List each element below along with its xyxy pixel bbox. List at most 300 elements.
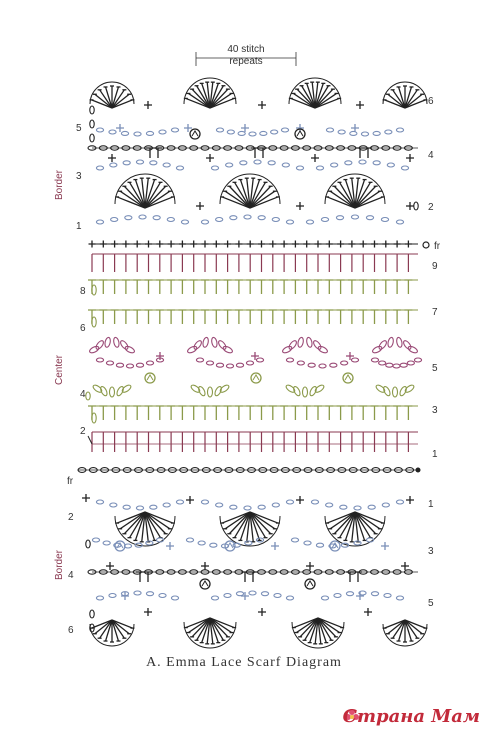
chain-oval-icon <box>326 503 333 507</box>
stitch-plus-icon <box>401 562 409 570</box>
chain-oval-icon <box>288 339 298 350</box>
stitch-t-icon <box>303 406 311 420</box>
chain-oval-icon <box>171 596 178 600</box>
chain-oval-icon <box>96 166 103 170</box>
stitch-t-icon <box>291 280 299 294</box>
stitch-t-icon <box>303 310 311 324</box>
stitch-t-icon <box>348 310 356 324</box>
stitch-t-icon <box>269 280 277 294</box>
chain-oval-icon <box>399 386 408 397</box>
chain-oval-icon <box>401 166 408 170</box>
chain-oval-icon <box>90 120 94 128</box>
stitch-plus-icon <box>315 241 322 248</box>
stitch-t-icon <box>393 406 401 420</box>
chain-oval-icon <box>319 364 326 368</box>
stitch-plus-icon <box>100 241 107 248</box>
stitch-t-icon <box>246 406 254 420</box>
stitch-plus-icon <box>241 592 249 600</box>
chain-oval-icon <box>378 339 388 350</box>
row-fr-bottom: fr <box>67 476 74 487</box>
stitch-t-icon <box>393 280 401 294</box>
chain-oval-icon <box>181 220 188 224</box>
chain-oval-icon <box>176 166 183 170</box>
chain-oval-icon <box>308 363 315 367</box>
chain-oval-icon <box>297 361 304 365</box>
stitch-t-icon <box>371 280 379 294</box>
chain-oval-icon <box>216 363 223 367</box>
stitch-plus-icon <box>360 241 367 248</box>
chain-oval-icon <box>111 218 118 222</box>
chain-oval-icon <box>106 361 113 365</box>
chain-oval-icon <box>321 596 328 600</box>
stitch-t-icon <box>348 406 356 420</box>
chain-oval-icon <box>86 392 90 400</box>
stitch-plus-icon <box>292 241 299 248</box>
chain-oval-icon <box>208 387 213 397</box>
chain-oval-icon <box>249 591 256 595</box>
chain-oval-icon <box>331 163 338 167</box>
chain-oval-icon <box>326 128 333 132</box>
chain-oval-icon <box>314 384 325 394</box>
chain-oval-icon <box>96 358 103 362</box>
stitch-t-icon <box>122 406 130 420</box>
chain-oval-icon <box>163 163 170 167</box>
stitch-plus-icon <box>271 542 279 550</box>
picot-knot-icon <box>192 131 198 136</box>
chain-oval-icon <box>244 215 251 219</box>
chain-oval-icon <box>202 337 209 348</box>
stitch-t-icon <box>190 406 198 420</box>
stitch-plus-icon <box>406 154 414 162</box>
stitch-plus-icon <box>224 241 231 248</box>
chain-oval-icon <box>414 202 418 210</box>
row-num-c-r3: 3 <box>432 405 438 416</box>
chain-oval-icon <box>387 163 394 167</box>
stitch-t-icon <box>111 406 119 420</box>
chain-oval-icon <box>210 543 217 547</box>
stitch-t-icon <box>337 280 345 294</box>
stitch-t-icon <box>145 406 153 420</box>
stitch-plus-icon <box>166 542 174 550</box>
stitch-t-icon <box>111 310 119 324</box>
stitch-plus-icon <box>326 241 333 248</box>
chain-oval-icon <box>99 386 108 397</box>
chain-oval-icon <box>396 337 403 348</box>
stitch-t-icon <box>224 310 232 324</box>
chain-oval-icon <box>361 132 368 136</box>
row-num-tb-l1: 1 <box>76 221 82 232</box>
chain-oval-icon <box>201 220 208 224</box>
chain-oval-icon <box>282 163 289 167</box>
chain-oval-icon <box>198 541 205 545</box>
stitch-plus-icon <box>269 241 276 248</box>
chain-oval-icon <box>226 163 233 167</box>
stitch-t-icon <box>235 406 243 420</box>
chain-oval-icon <box>340 505 347 509</box>
stitch-plus-icon <box>247 241 254 248</box>
stitch-t-icon <box>133 310 141 324</box>
stitch-plus-icon <box>303 241 310 248</box>
chain-oval-icon <box>197 386 206 397</box>
chain-oval-icon <box>110 387 115 397</box>
chain-oval-icon <box>306 337 313 348</box>
stitch-t-icon <box>258 406 266 420</box>
stitch-t-icon <box>212 406 220 420</box>
chain-oval-icon <box>109 594 116 598</box>
stitch-plus-icon <box>89 241 96 248</box>
chain-oval-icon <box>176 500 183 504</box>
stitch-t-icon <box>314 406 322 420</box>
row-num-bb-r5: 5 <box>428 598 434 609</box>
chain-oval-icon <box>386 363 393 367</box>
chain-oval-icon <box>146 592 153 596</box>
stitch-plus-icon <box>364 608 372 616</box>
row-num-tb-r6: 6 <box>428 96 434 107</box>
stitch-t-icon <box>249 572 257 582</box>
picot-knot-icon <box>297 131 303 136</box>
chain-oval-icon <box>230 216 237 220</box>
chain-oval-icon <box>316 166 323 170</box>
stitch-t-icon <box>258 280 266 294</box>
chain-oval-icon <box>381 218 388 222</box>
stitch-t-icon <box>359 406 367 420</box>
chain-oval-icon <box>400 363 407 367</box>
chain-oval-icon <box>206 361 213 365</box>
stitch-plus-icon <box>108 154 116 162</box>
chain-oval-icon <box>402 339 412 350</box>
stitch-plus-icon <box>202 241 209 248</box>
stitch-t-icon <box>325 310 333 324</box>
stitch-t-icon <box>146 148 154 158</box>
chain-oval-icon <box>217 339 227 350</box>
stitch-t-icon <box>259 148 267 158</box>
stitch-t-icon <box>212 280 220 294</box>
stitch-plus-icon <box>394 241 401 248</box>
chain-oval-icon <box>346 592 353 596</box>
row-num-tb-l3: 3 <box>76 171 82 182</box>
chain-oval-icon <box>249 132 256 136</box>
stitch-t-icon <box>136 572 144 582</box>
chain-oval-icon <box>214 386 223 397</box>
stitch-t-icon <box>404 280 412 294</box>
chain-oval-icon <box>371 358 378 362</box>
chain-oval-icon <box>366 216 373 220</box>
stitch-plus-icon <box>190 241 197 248</box>
stitch-plus-icon <box>258 241 265 248</box>
stitch-t-icon <box>337 406 345 420</box>
row-num-c-l6: 6 <box>80 323 86 334</box>
chain-oval-icon <box>224 594 231 598</box>
chain-oval-icon <box>167 218 174 222</box>
chain-oval-icon <box>136 160 143 164</box>
chain-oval-icon <box>317 345 328 354</box>
row-num-c-r9: 9 <box>432 261 438 272</box>
stitch-t-icon <box>167 406 175 420</box>
stitch-plus-icon <box>406 202 414 210</box>
chain-oval-icon <box>338 130 345 134</box>
chain-oval-icon <box>96 596 103 600</box>
stitch-t-icon <box>99 280 107 294</box>
chain-oval-icon <box>321 218 328 222</box>
stitch-plus-icon <box>116 124 124 132</box>
stitch-t-icon <box>393 310 401 324</box>
chain-oval-icon <box>396 220 403 224</box>
chain-oval-icon <box>393 364 400 368</box>
chain-oval-icon <box>110 163 117 167</box>
stitch-t-icon <box>280 406 288 420</box>
chain-oval-icon <box>350 131 357 135</box>
stitch-t-icon <box>303 280 311 294</box>
row-fr-top: fr <box>434 241 441 252</box>
chain-oval-icon <box>407 361 414 365</box>
chain-oval-icon <box>393 387 398 397</box>
stitch-plus-icon <box>381 542 389 550</box>
watermark: Страна Мам <box>342 706 480 727</box>
chain-oval-icon <box>384 594 391 598</box>
stitch-plus-icon <box>351 124 359 132</box>
chain-oval-icon <box>134 591 141 595</box>
chain-oval-icon <box>121 384 132 394</box>
stitch-t-icon <box>314 280 322 294</box>
chain-oval-icon <box>109 130 116 134</box>
row-num-bb-l4: 4 <box>68 570 74 581</box>
row-num-bb-l2: 2 <box>68 512 74 523</box>
stitch-t-icon <box>235 280 243 294</box>
chain-oval-icon <box>359 160 366 164</box>
chain-oval-icon <box>387 337 394 348</box>
chain-oval-icon <box>219 384 230 394</box>
picot-knot-icon <box>227 543 233 548</box>
chain-oval-icon <box>159 130 166 134</box>
chain-oval-icon <box>110 503 117 507</box>
stitch-t-icon <box>167 280 175 294</box>
chain-oval-icon <box>396 128 403 132</box>
stitch-t-icon <box>178 310 186 324</box>
stitch-plus-icon <box>121 592 129 600</box>
repeat-label-line1: 40 stitch <box>227 44 265 55</box>
chain-oval-icon <box>336 216 343 220</box>
stitch-t-icon <box>314 310 322 324</box>
stitch-t-icon <box>178 280 186 294</box>
chain-oval-icon <box>116 386 125 397</box>
stitch-t-icon <box>99 406 107 420</box>
chain-oval-icon <box>281 128 288 132</box>
section-name-center: Center <box>54 354 65 386</box>
row-num-c-l8: 8 <box>80 286 86 297</box>
chain-oval-icon <box>334 594 341 598</box>
chain-oval-icon <box>186 538 193 542</box>
stitch-plus-icon <box>306 562 314 570</box>
stitch-t-icon <box>348 280 356 294</box>
chain-oval-icon <box>201 500 208 504</box>
row-num-c-l2: 2 <box>80 426 86 437</box>
row-num-tb-r2: 2 <box>428 202 434 213</box>
chain-oval-icon <box>306 220 313 224</box>
chain-oval-icon <box>236 363 243 367</box>
stitch-t-icon <box>224 280 232 294</box>
stitch-t-icon <box>269 406 277 420</box>
chain-oval-icon <box>136 506 143 510</box>
chain-oval-icon <box>96 220 103 224</box>
stitch-t-icon <box>246 280 254 294</box>
chain-oval-icon <box>90 106 94 114</box>
chain-oval-icon <box>222 345 233 354</box>
stitch-plus-icon <box>356 101 364 109</box>
chain-oval-icon <box>136 363 143 367</box>
chain-oval-icon <box>354 506 361 510</box>
chain-oval-icon <box>379 361 386 365</box>
stitch-t-icon <box>325 280 333 294</box>
chain-oval-icon <box>292 386 301 397</box>
stitch-plus-icon <box>382 241 389 248</box>
stitch-t-icon <box>122 280 130 294</box>
stitch-plus-icon <box>196 202 204 210</box>
stitch-t-icon <box>145 280 153 294</box>
row-num-bb-r3: 3 <box>428 546 434 557</box>
stitch-t-icon <box>167 310 175 324</box>
stitch-plus-icon <box>168 241 175 248</box>
chain-oval-icon <box>414 358 421 362</box>
chain-oval-icon <box>404 384 415 394</box>
stitch-t-icon <box>122 310 130 324</box>
chain-oval-icon <box>227 130 234 134</box>
chain-oval-icon <box>416 468 421 473</box>
stitch-plus-icon <box>122 241 129 248</box>
stitch-plus-icon <box>258 101 266 109</box>
chain-oval-icon <box>159 594 166 598</box>
chain-oval-icon <box>216 218 223 222</box>
stitch-t-icon <box>356 148 364 158</box>
stitch-t-icon <box>359 280 367 294</box>
stitch-plus-icon <box>106 562 114 570</box>
chain-oval-icon <box>382 503 389 507</box>
stitch-t-icon <box>291 406 299 420</box>
chain-oval-icon <box>96 128 103 132</box>
stitch-t-icon <box>258 310 266 324</box>
stitch-t-icon <box>280 280 288 294</box>
chain-oval-icon <box>134 132 141 136</box>
chain-oval-icon <box>351 215 358 219</box>
stitch-plus-icon <box>206 154 214 162</box>
chain-oval-icon <box>268 161 275 165</box>
stitch-plus-icon <box>348 241 355 248</box>
chain-oval-icon <box>382 386 391 397</box>
stitch-t-icon <box>382 310 390 324</box>
chain-oval-icon <box>236 592 243 596</box>
stitch-plus-icon <box>144 101 152 109</box>
stitch-t-icon <box>325 406 333 420</box>
chain-oval-icon <box>95 339 105 350</box>
chain-oval-icon <box>150 505 157 509</box>
stitch-t-icon <box>371 310 379 324</box>
chain-oval-icon <box>153 216 160 220</box>
chain-oval-icon <box>246 361 253 365</box>
chain-oval-icon <box>211 337 218 348</box>
row-num-c-r5: 5 <box>432 363 438 374</box>
stitch-t-icon <box>359 310 367 324</box>
chain-oval-icon <box>261 592 268 596</box>
stitch-t-icon <box>280 310 288 324</box>
chain-oval-icon <box>163 503 170 507</box>
chain-oval-icon <box>345 161 352 165</box>
chain-oval-icon <box>124 345 135 354</box>
chain-oval-icon <box>312 339 322 350</box>
stitch-t-icon <box>190 280 198 294</box>
chain-oval-icon <box>126 364 133 368</box>
stitch-t-icon <box>178 406 186 420</box>
row-num-tb-r4: 4 <box>428 150 434 161</box>
chain-oval-icon <box>216 503 223 507</box>
stitch-t-icon <box>154 148 162 158</box>
chain-oval-icon <box>123 505 130 509</box>
stitch-plus-icon <box>371 241 378 248</box>
chain-oval-icon <box>86 540 90 548</box>
stitch-plus-icon <box>405 241 412 248</box>
chain-oval-icon <box>139 215 146 219</box>
stitch-t-icon <box>145 310 153 324</box>
stitch-plus-icon <box>337 241 344 248</box>
chain-oval-icon <box>258 216 265 220</box>
stitch-plus-icon <box>296 202 304 210</box>
chain-oval-icon <box>90 134 94 142</box>
picot-knot-icon <box>147 375 153 380</box>
chain-oval-icon <box>196 358 203 362</box>
chain-oval-icon <box>256 358 263 362</box>
chain-oval-icon <box>286 596 293 600</box>
section-name-top-border: Border <box>54 169 65 201</box>
diagram-caption: A. Emma Lace Scarf Diagram <box>146 655 342 670</box>
stitch-t-icon <box>404 406 412 420</box>
stitch-t-icon <box>156 406 164 420</box>
stitch-plus-icon <box>235 241 242 248</box>
chain-oval-icon <box>407 345 418 354</box>
chain-oval-icon <box>119 339 129 350</box>
picot-knot-icon <box>202 581 208 586</box>
chain-oval-icon <box>311 500 318 504</box>
stitch-t-icon <box>246 310 254 324</box>
row-num-c-l4: 4 <box>80 389 86 400</box>
stitch-t-icon <box>224 406 232 420</box>
chain-oval-icon <box>171 128 178 132</box>
chain-oval-icon <box>238 131 245 135</box>
stitch-t-icon <box>212 310 220 324</box>
chain-oval-icon <box>244 506 251 510</box>
chain-oval-icon <box>396 500 403 504</box>
stitch-plus-icon <box>258 608 266 616</box>
chain-oval-icon <box>211 596 218 600</box>
stitch-t-icon <box>201 310 209 324</box>
chain-oval-icon <box>258 505 265 509</box>
chain-oval-icon <box>316 543 323 547</box>
chain-oval-icon <box>254 160 261 164</box>
chain-oval-icon <box>211 166 218 170</box>
chain-oval-icon <box>396 596 403 600</box>
chain-oval-icon <box>272 503 279 507</box>
chain-oval-icon <box>341 361 348 365</box>
stitch-t-icon <box>156 280 164 294</box>
chain-oval-icon <box>216 128 223 132</box>
row-num-bb-l6: 6 <box>68 625 74 636</box>
stitch-t-icon <box>235 310 243 324</box>
chain-oval-icon <box>385 130 392 134</box>
chain-oval-icon <box>96 500 103 504</box>
stitch-t-icon <box>99 310 107 324</box>
chain-oval-icon <box>230 505 237 509</box>
chain-oval-icon <box>150 161 157 165</box>
stitch-plus-icon <box>179 241 186 248</box>
picot-knot-icon <box>253 375 259 380</box>
stitch-plus-icon <box>82 494 90 502</box>
